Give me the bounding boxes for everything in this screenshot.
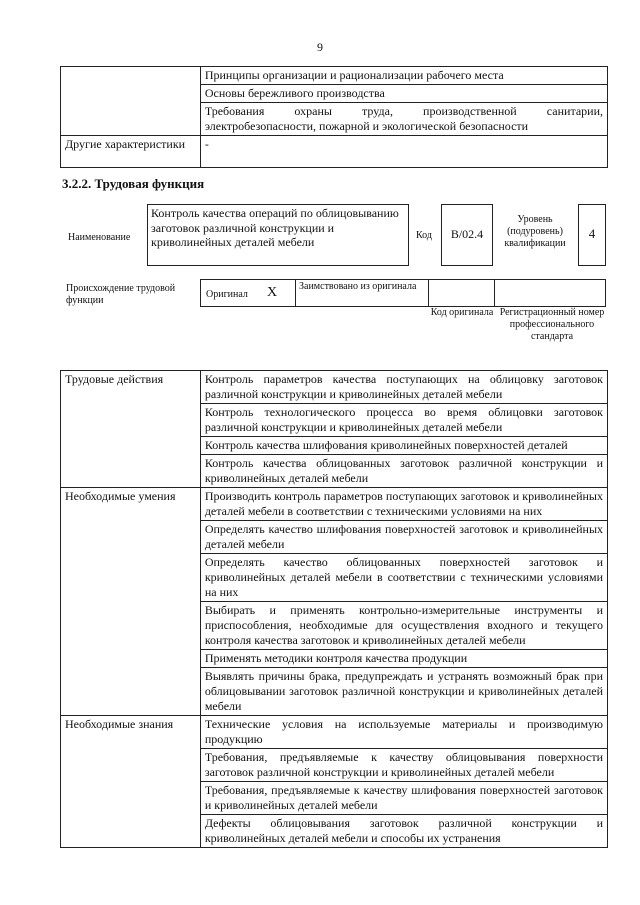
other-characteristics-value: -: [200, 136, 607, 168]
skill-item: Применять методики контроля качества продукции: [200, 650, 607, 668]
skill-item: Производить контроль параметров поступающих заготовок и криволинейных деталей мебели в соответствии с техническими условиями на них: [200, 488, 607, 521]
knowledge-item: Принципы организации и рационализации рабочего места: [200, 67, 607, 85]
labor-action-item: Контроль качества облицованных заготовок различной конструкции и криволинейных деталей мебели: [200, 455, 607, 488]
knowledge-item: Основы бережливого производства: [200, 85, 607, 103]
labor-action-item: Контроль технологического процесса во время облицовки заготовок различной конструкции и криволинейных деталей мебели: [200, 404, 607, 437]
level-value: 4: [588, 226, 596, 241]
knowledge-item: Технические условия на используемые материалы и производимую продукцию: [200, 716, 607, 749]
labor-action-item: Контроль параметров качества поступающих на облицовку заготовок различной конструкции и криволинейных деталей мебели: [200, 371, 607, 404]
qualification-level-label: Уровень (подуровень) квалификации: [504, 214, 566, 249]
section-title: 3.2.2. Трудовая функция: [62, 176, 205, 191]
origin-original-cell: [200, 279, 296, 307]
labor-action-item: Контроль качества шлифования криволинейных поверхностей деталей: [200, 437, 607, 455]
code-caption: Код оригинала: [430, 307, 494, 318]
origin-borrowed-cell: [295, 279, 429, 307]
level-box: [578, 204, 606, 266]
origin-label: Происхождение трудовой функции: [66, 283, 176, 306]
knowledge-item: Дефекты облицовывания заготовок различной конструкции и криволинейных деталей мебели и способы их устранения: [200, 815, 607, 848]
page-number: 9: [317, 40, 323, 54]
labor-actions-label: Трудовые действия: [61, 371, 201, 488]
code-box: [441, 204, 493, 266]
function-name-box: [147, 204, 409, 266]
knowledge-item: Требования, предъявляемые к качеству шлифования поверхностей заготовок и криволинейных деталей мебели: [200, 782, 607, 815]
origin-code-cell: [428, 279, 495, 307]
skill-item: Выбирать и применять контрольно-измерительные инструменты и приспособления, необходимые для осуществления входного и текущего контроля качества заготовок и криволинейных деталей мебели: [200, 602, 607, 650]
code-value: B/02.4: [450, 227, 484, 241]
reg-caption: Регистрационный номер профессионального стандарта: [499, 307, 605, 342]
name-label: Наименование: [68, 232, 131, 243]
skill-item: Определять качество шлифования поверхностей заготовок и криволинейных деталей мебели: [200, 521, 607, 554]
original-label: Оригинал: [206, 289, 248, 300]
main-table: [60, 370, 608, 848]
borrowed-label: Заимствовано из оригинала: [299, 281, 417, 292]
required-skills-label: Необходимые умения: [61, 488, 201, 716]
original-mark: X: [267, 285, 278, 300]
top-table-empty-cell: [61, 67, 201, 136]
skill-item: Выявлять причины брака, предупреждать и устранять возможный брак при облицовывании заготовок различной конструкции и криволинейных деталей мебели: [200, 668, 607, 716]
knowledge-item: Требования охраны труда, производственной санитарии, электробезопасности, пожарной и экологической безопасности: [200, 103, 607, 136]
top-table: [60, 66, 608, 168]
knowledge-item: Требования, предъявляемые к качеству облицовывания поверхности заготовок различной конструкции и криволинейных деталей мебели: [200, 749, 607, 782]
other-characteristics-label: Другие характеристики: [61, 136, 201, 168]
skill-item: Определять качество облицованных поверхностей заготовок и криволинейных деталей мебели в соответствии с техническими условиями на них: [200, 554, 607, 602]
required-knowledge-label: Необходимые знания: [61, 716, 201, 848]
origin-reg-cell: [494, 279, 606, 307]
code-label: Код: [416, 230, 432, 241]
function-name: Контроль качества операций по облицовыванию заготовок различной конструкции и криволинейных деталей мебели: [151, 206, 399, 249]
